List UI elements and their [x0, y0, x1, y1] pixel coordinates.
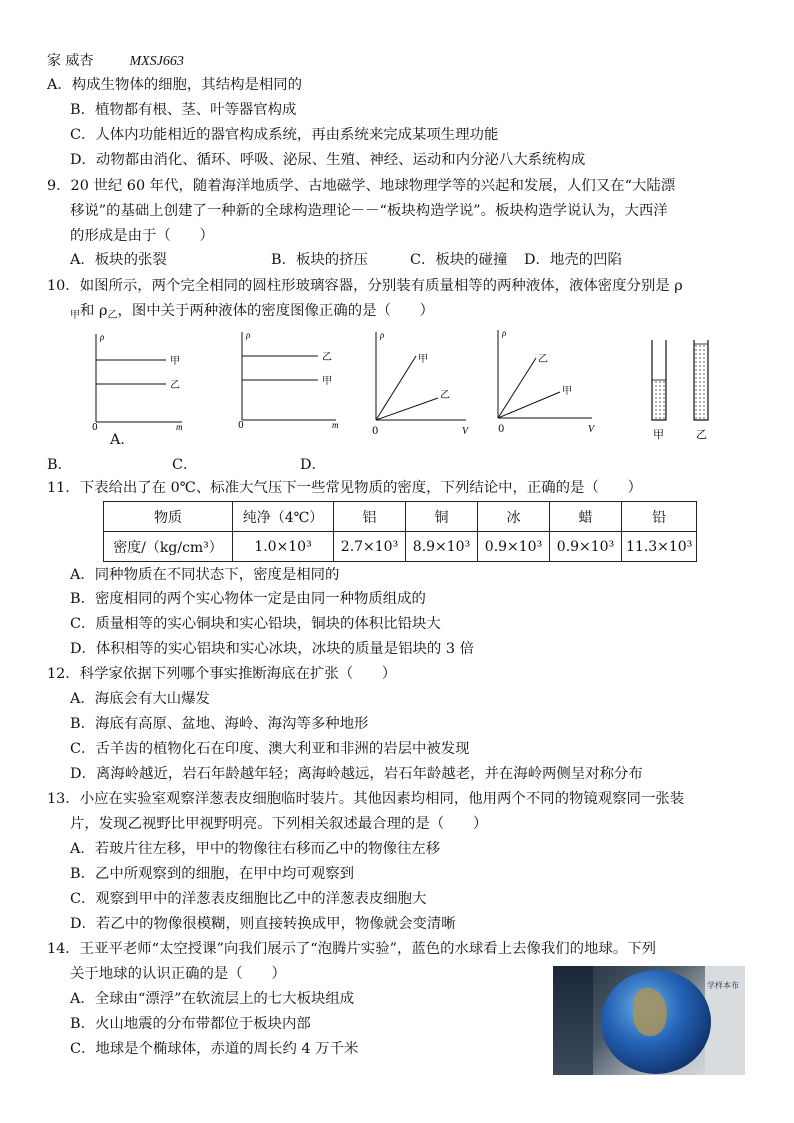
q12-stem: 12．科学家依据下列哪个事实推断海底在扩张（ ）: [47, 666, 397, 682]
q10-stem-rest: ，图中关于两种液体的密度图像正确的是（ ）: [117, 303, 435, 319]
graph-a-origin: 0: [92, 423, 98, 430]
astronaut-shape: [553, 966, 593, 1075]
table-cell: 11.3×10³: [622, 532, 697, 562]
q13-option-a: A．若玻片往左移，甲中的物像往右移而乙中的物像往左移: [70, 841, 441, 857]
graph-d-label-jia: 甲: [562, 386, 572, 397]
q14-option-a: A．全球由“漂浮”在软流层上的七大板块组成: [70, 991, 355, 1007]
table-cell: 2.7×10³: [334, 532, 406, 562]
rho-jia-subscript: 甲: [70, 310, 80, 321]
graph-c-label-yi: 乙: [440, 390, 450, 401]
q11-option-c: C．质量相等的实心铜块和实心铅块，铜块的体积比铅块大: [70, 616, 441, 632]
table-header-cell: 蜡: [550, 502, 622, 532]
graph-d: [484, 322, 604, 436]
q9-option-a: A．板块的张裂: [70, 252, 167, 268]
q13-option-d: D．若乙中的物像很模糊，则直接转换成甲，物像就会变清晰: [70, 916, 456, 932]
graph-d-origin: 0: [498, 424, 505, 435]
table-header-row: [104, 502, 697, 532]
table-header-cell: 铜: [406, 502, 478, 532]
q9-option-d: D．地壳的凹陷: [524, 252, 622, 268]
table-cell: 0.9×10³: [478, 532, 550, 562]
q13-stem-line1: 13．小应在实验室观察洋葱表皮细胞临时装片。其他因素均相同，他用两个不同的物镜观察同一张装: [47, 791, 685, 807]
q10-and-rho: 和 ρ: [80, 303, 108, 319]
water-globe-photo: [553, 966, 745, 1075]
q13-option-c: C．观察到甲中的洋葱表皮细胞比乙中的洋葱表皮细胞大: [70, 891, 427, 907]
container-label-jia: 甲: [653, 428, 664, 441]
q12-option-b: B．海底有高原、盆地、海岭、海沟等多种地形: [70, 716, 369, 732]
graph-c: [362, 326, 474, 438]
graph-b-origin: 0: [238, 421, 244, 430]
q9-option-c: C．板块的碰撞: [410, 252, 508, 268]
q9-option-b: B．板块的挤压: [271, 252, 368, 268]
graph-d-axis-v: V: [588, 424, 595, 435]
q8-option-c: C．人体内功能相近的器官构成系统，再由系统来完成某项生理功能: [70, 127, 499, 143]
table-header-cell: 铅: [622, 502, 697, 532]
graph-c-label-jia: 甲: [418, 354, 428, 365]
page-header: [47, 50, 184, 70]
graph-b-letter: B．: [47, 457, 72, 473]
graph-a-axis-rho: ρ: [100, 332, 105, 342]
q10-stem-line1: 10．如图所示，两个完全相同的圆柱形玻璃容器，分别装有质量相等的两种液体，液体密度分别是 ρ: [47, 278, 683, 294]
q9-stem-line1: 9．20 世纪 60 年代，随着海洋地质学、古地磁学、地球物理学等的兴起和发展，人们又在“大陆漂: [47, 178, 676, 194]
q11-option-a: A．同种物质在不同状态下，密度是相同的: [70, 567, 340, 583]
q12-option-d: D．离海岭越近，岩石年龄越年轻；离海岭越远，岩石年龄越老，并在海岭两侧呈对称分布: [70, 766, 643, 782]
photo-caption-text: 学样本布: [707, 981, 739, 990]
graph-c-letter: C．: [172, 457, 198, 473]
container-label-yi: 乙: [696, 428, 707, 441]
q13-option-b: B．乙中所观察到的细胞，在甲中均可观察到: [70, 866, 354, 882]
q14-stem-line1: 14．王亚平老师“太空授课”向我们展示了“泡腾片实验”，蓝色的水球看上去像我们的地球。下列: [47, 941, 656, 957]
q11-stem: 11．下表给出了在 0℃、标准大气压下一些常见物质的密度，下列结论中，正确的是（ ）: [47, 480, 642, 496]
table-cell: 0.9×10³: [550, 532, 622, 562]
header-code: MXSJ663: [129, 54, 184, 69]
graph-d-letter: D．: [300, 457, 326, 473]
q8-option-b: B．植物都有根、茎、叶等器官构成: [70, 102, 297, 118]
q9-stem-line2: 移说”的基础上创建了一种新的全球构造理论－－“板块构造学说”。板块构造学说认为，大西洋: [70, 203, 668, 219]
q9-stem-line3: 的形成是由于（ ）: [70, 228, 214, 244]
graph-b-axis-m: m: [332, 420, 339, 430]
header-names: 家 威杏: [47, 53, 94, 69]
q12-option-c: C．舌羊齿的植物化石在印度、澳大利亚和非洲的岩层中被发现: [70, 741, 470, 757]
rho-yi-subscript: 乙: [107, 310, 118, 321]
water-ball-reflection: [633, 988, 667, 1036]
graph-a-axis-m: m: [176, 422, 183, 430]
graph-b-label-jia: 甲: [322, 376, 332, 387]
graph-b-label-yi: 乙: [322, 352, 332, 363]
q11-option-b: B．密度相同的两个实心物体一定是由同一种物质组成的: [70, 591, 426, 607]
graph-d-label-yi: 乙: [538, 354, 548, 365]
graph-a-letter: A．: [110, 432, 135, 448]
graph-c-axis-rho: ρ: [380, 330, 385, 340]
graph-a: [82, 326, 192, 430]
q10-stem-line2: [70, 301, 434, 326]
density-table: [103, 501, 697, 562]
table-header-cell: 冰: [478, 502, 550, 532]
q8-option-a: A．构成生物体的细胞，其结构是相同的: [47, 77, 303, 93]
q13-stem-line2: 片，发现乙视野比甲视野明亮。下列相关叙述最合理的是（ ）: [70, 816, 488, 832]
table-row: [104, 532, 697, 562]
table-header-cell: 物质: [104, 502, 233, 532]
q8-option-d: D．动物都由消化、循环、呼吸、泌尿、生殖、神经、运动和内分泌八大系统构成: [70, 152, 586, 168]
table-header-cell: 铝: [334, 502, 406, 532]
graph-b: [228, 326, 348, 430]
graph-b-axis-rho: ρ: [246, 330, 251, 340]
graph-a-label-yi: 乙: [170, 380, 180, 391]
q12-option-a: A．海底会有大山爆发: [70, 691, 210, 707]
table-cell: 密度/（kg/cm³）: [104, 532, 233, 562]
q11-option-d: D．体积相等的实心铝块和实心冰块，冰块的质量是铝块的 3 倍: [70, 641, 475, 657]
graph-c-axis-v: V: [462, 426, 469, 437]
table-cell: 1.0×10³: [233, 532, 334, 562]
table-header-cell: 纯净（4℃）: [233, 502, 334, 532]
table-cell: 8.9×10³: [406, 532, 478, 562]
graph-a-label-jia: 甲: [170, 356, 180, 367]
q14-stem-line2: 关于地球的认识正确的是（ ）: [70, 966, 286, 982]
q14-option-c: C．地球是个椭球体，赤道的周长约 4 万千米: [70, 1041, 359, 1057]
containers-figure: [638, 336, 722, 444]
graph-d-axis-rho: ρ: [502, 328, 507, 338]
q14-option-b: B．火山地震的分布带都位于板块内部: [70, 1016, 311, 1032]
graph-c-origin: 0: [372, 426, 379, 437]
